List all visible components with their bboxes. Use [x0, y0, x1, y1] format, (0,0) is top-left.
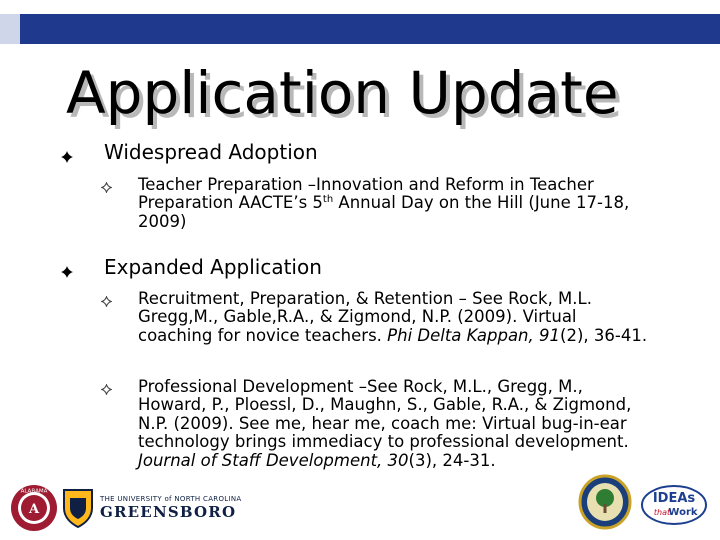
svg-text:A: A [28, 502, 40, 517]
diamond-bullet-icon [60, 145, 74, 169]
alabama-seal-text: ALABAMA [20, 488, 48, 495]
department-seal-logo [578, 474, 632, 530]
diamond-bullet-icon [101, 293, 112, 311]
uncg-small-text: THE UNIVERSITY of NORTH CAROLINA [100, 495, 242, 503]
bullet-label: Widespread Adoption [104, 140, 318, 164]
slide-title: Application Update [66, 59, 619, 127]
uncg-big-text: GREENSBORO [100, 503, 237, 521]
sub-bullet-text: Professional Development –See Rock, M.L., Gregg, M., Howard, P., Ploessl, D., Maughn, S., Gable, R.A., & Zigmond, N.P. (2009). See me, hear me, coach me: Virtual bug-in-ear technology brings immediacy to professional development. Journal of Staff Development, 30(3), 24-31. [138, 377, 632, 470]
uncg-shield-icon [62, 488, 94, 528]
alabama-seal-logo [10, 484, 58, 532]
sub-bullet-text: Recruitment, Preparation, & Retention – See Rock, M.L. Gregg,M., Gable,R.A., & Zigmond, N.P. (2009). Virtual coaching for novice teachers. Phi Delta Kappan, 91(2), 36-41. [138, 289, 648, 345]
uncg-wordmark [100, 495, 250, 521]
ideas-that-work-logo [640, 484, 708, 526]
ideas-that-text: that [653, 508, 671, 517]
ideas-work-text: Work [668, 507, 698, 518]
diamond-bullet-icon [101, 381, 112, 399]
sub-bullet-text: Teacher Preparation –Innovation and Reform in Teacher Preparation AACTE’s 5th Annual Day on the Hill (June 17-18, 2009) [138, 175, 630, 231]
ideas-top-text: IDEAs [652, 491, 696, 506]
diamond-bullet-icon [60, 260, 74, 284]
diamond-bullet-icon [101, 179, 112, 197]
top-accent-bar-edge [0, 14, 20, 44]
footer-logos [0, 478, 720, 540]
bullet-label: Expanded Application [104, 255, 322, 279]
top-accent-bar [0, 14, 720, 44]
